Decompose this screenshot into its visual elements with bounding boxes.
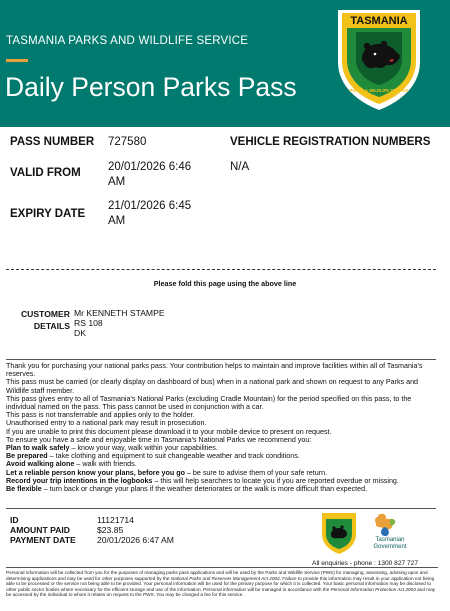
fold-instruction: Please fold this page using the above line	[153, 279, 297, 288]
organisation-name: TASMANIA PARKS AND WILDLIFE SERVICE	[6, 35, 249, 47]
safety-tip	[6, 444, 438, 452]
gov-text-line2: Government	[373, 544, 407, 550]
customer-address-line1: RS 108	[74, 318, 103, 328]
safety-tip-text: – this will help searchers to locate you if you are reported overdue or missing.	[152, 476, 399, 485]
safety-tip	[6, 460, 438, 468]
safety-tip	[6, 452, 438, 460]
safety-tip-heading: Be prepared	[6, 452, 48, 461]
expiry-date-time: AM	[108, 215, 126, 227]
safety-tip-heading: Plan to walk safely	[6, 444, 70, 453]
note-paragraph: This pass must be carried (or clearly display on dashboard of bus) when in a national park and shown on request to any Parks and Wildlife staff member.	[6, 378, 419, 395]
customer-label-line1: CUSTOMER	[20, 309, 70, 319]
note-paragraph: This pass is not transferrable and applies only to the holder.	[6, 411, 195, 420]
amount-paid-label: AMOUNT PAID	[10, 525, 70, 535]
tasmanian-government-wordmark	[362, 537, 418, 551]
expiry-date-label: EXPIRY DATE	[10, 208, 86, 220]
safety-tip-heading: Record your trip intentions in the logbooks	[6, 476, 153, 485]
privacy-statement	[6, 570, 440, 598]
safety-tip-text: – walk with friends.	[74, 460, 137, 469]
vehicle-registration-label: VEHICLE REGISTRATION NUMBERS	[230, 136, 431, 148]
safety-tip-text: – be sure to advise them of your safe return.	[184, 468, 328, 477]
amount-paid-value: $23.85	[97, 525, 124, 535]
privacy-act-name: Personal Information Protection Act 2004	[330, 586, 416, 592]
parks-wildlife-logo	[334, 4, 424, 112]
privacy-text: Personal information will be collected from you for the purposes of managing parks pass applications and will be used by the Parks and Wildlife Service (PWS) for managing, assessing, advising upon and determining applications and may be used for other purposes supported by the	[6, 570, 428, 581]
logo-ring-text: PARKS & WILDLIFE SERVICE	[349, 88, 409, 93]
footer-divider	[6, 567, 438, 568]
safety-tip-text: – turn back or change your plans if the weather deteriorates or the walk is more difficult than expected.	[41, 485, 368, 494]
parks-wildlife-logo-small	[320, 510, 358, 556]
valid-from-time: AM	[108, 176, 126, 188]
logo-wordmark: TASMANIA	[350, 15, 408, 27]
section-divider	[6, 359, 436, 360]
payment-id-label: ID	[10, 515, 19, 525]
customer-name: Mr KENNETH STAMPE	[74, 308, 165, 318]
payment-date-value: 20/01/2026 6:47 AM	[97, 535, 174, 545]
pass-conditions-text	[6, 362, 438, 493]
privacy-text: . Failure to provide this information may result in your application not being able to be processed or the service not being able to be provided. Your personal information will be used for the primary purpose for which it is collected. Your basic personal information may be disclosed to other public sector bodies where necessary for the efficient storage and use of the information. Personal information will be managed in accordance with the	[6, 575, 435, 592]
customer-details-label	[6, 308, 70, 332]
note-paragraph: Unauthorised entry to a national park may result in prosecution.	[6, 419, 207, 428]
customer-details-value	[74, 308, 165, 338]
safety-tip-text: – take clothing and equipment to suit changeable weather and track conditions.	[47, 452, 300, 461]
privacy-act-name: National Parks and Reserves Management Act 2002	[170, 575, 280, 581]
safety-tip-text: – know your way, walk within your capabilities.	[69, 444, 218, 453]
safety-tip	[6, 469, 438, 477]
section-divider	[6, 508, 436, 509]
note-paragraph: Thank you for purchasing your national parks pass. Your contribution helps to maintain and improve facilities within all of Tasmania's reserves.	[6, 362, 423, 379]
valid-from-label: VALID FROM	[10, 167, 81, 179]
safety-tip	[6, 485, 438, 493]
safety-tip	[6, 477, 438, 485]
customer-label-line2: DETAILS	[33, 321, 70, 331]
pass-number-value: 727580	[108, 136, 147, 148]
valid-from-value	[108, 160, 191, 190]
customer-address-line2: DK	[74, 328, 86, 338]
privacy-text: and may be accessed by the individual to whom it relates on request to the PWS. You may be charged a fee for this service.	[6, 586, 436, 598]
note-paragraph: This pass gives entry to all of Tasmania's National Parks (excluding Cradle Mountain) for the period specified on this pass, to the individual named on the pass. This pass cannot be used in conjunction with a car.	[6, 394, 412, 412]
payment-date-label: PAYMENT DATE	[10, 535, 76, 545]
note-paragraph: To ensure you have a safe and enjoyable time in Tasmania's National Parks we recommend you:	[6, 435, 312, 444]
expiry-date-date: 21/01/2026 6:45	[108, 200, 192, 212]
enquiries-phone: All enquiries - phone : 1300 827 727	[312, 560, 418, 567]
fold-line	[6, 269, 436, 270]
accent-bar	[6, 59, 28, 62]
expiry-date-value	[108, 199, 191, 229]
payment-id-value: 11121714	[97, 515, 134, 525]
safety-tip-heading: Let a reliable person know your plans, before you go	[6, 468, 185, 477]
safety-tip-heading: Be flexible	[6, 485, 42, 494]
pass-number-label: PASS NUMBER	[10, 136, 95, 148]
note-paragraph: If you are unable to print this document please download it to your mobile device to present on request.	[6, 427, 332, 436]
page-title: Daily Person Parks Pass	[5, 72, 297, 102]
vehicle-registration-value: N/A	[230, 161, 250, 173]
safety-tip-heading: Avoid walking alone	[6, 460, 75, 469]
valid-from-date: 20/01/2026 6:46	[108, 161, 192, 173]
gov-text-line1: Tasmanian	[375, 537, 405, 543]
